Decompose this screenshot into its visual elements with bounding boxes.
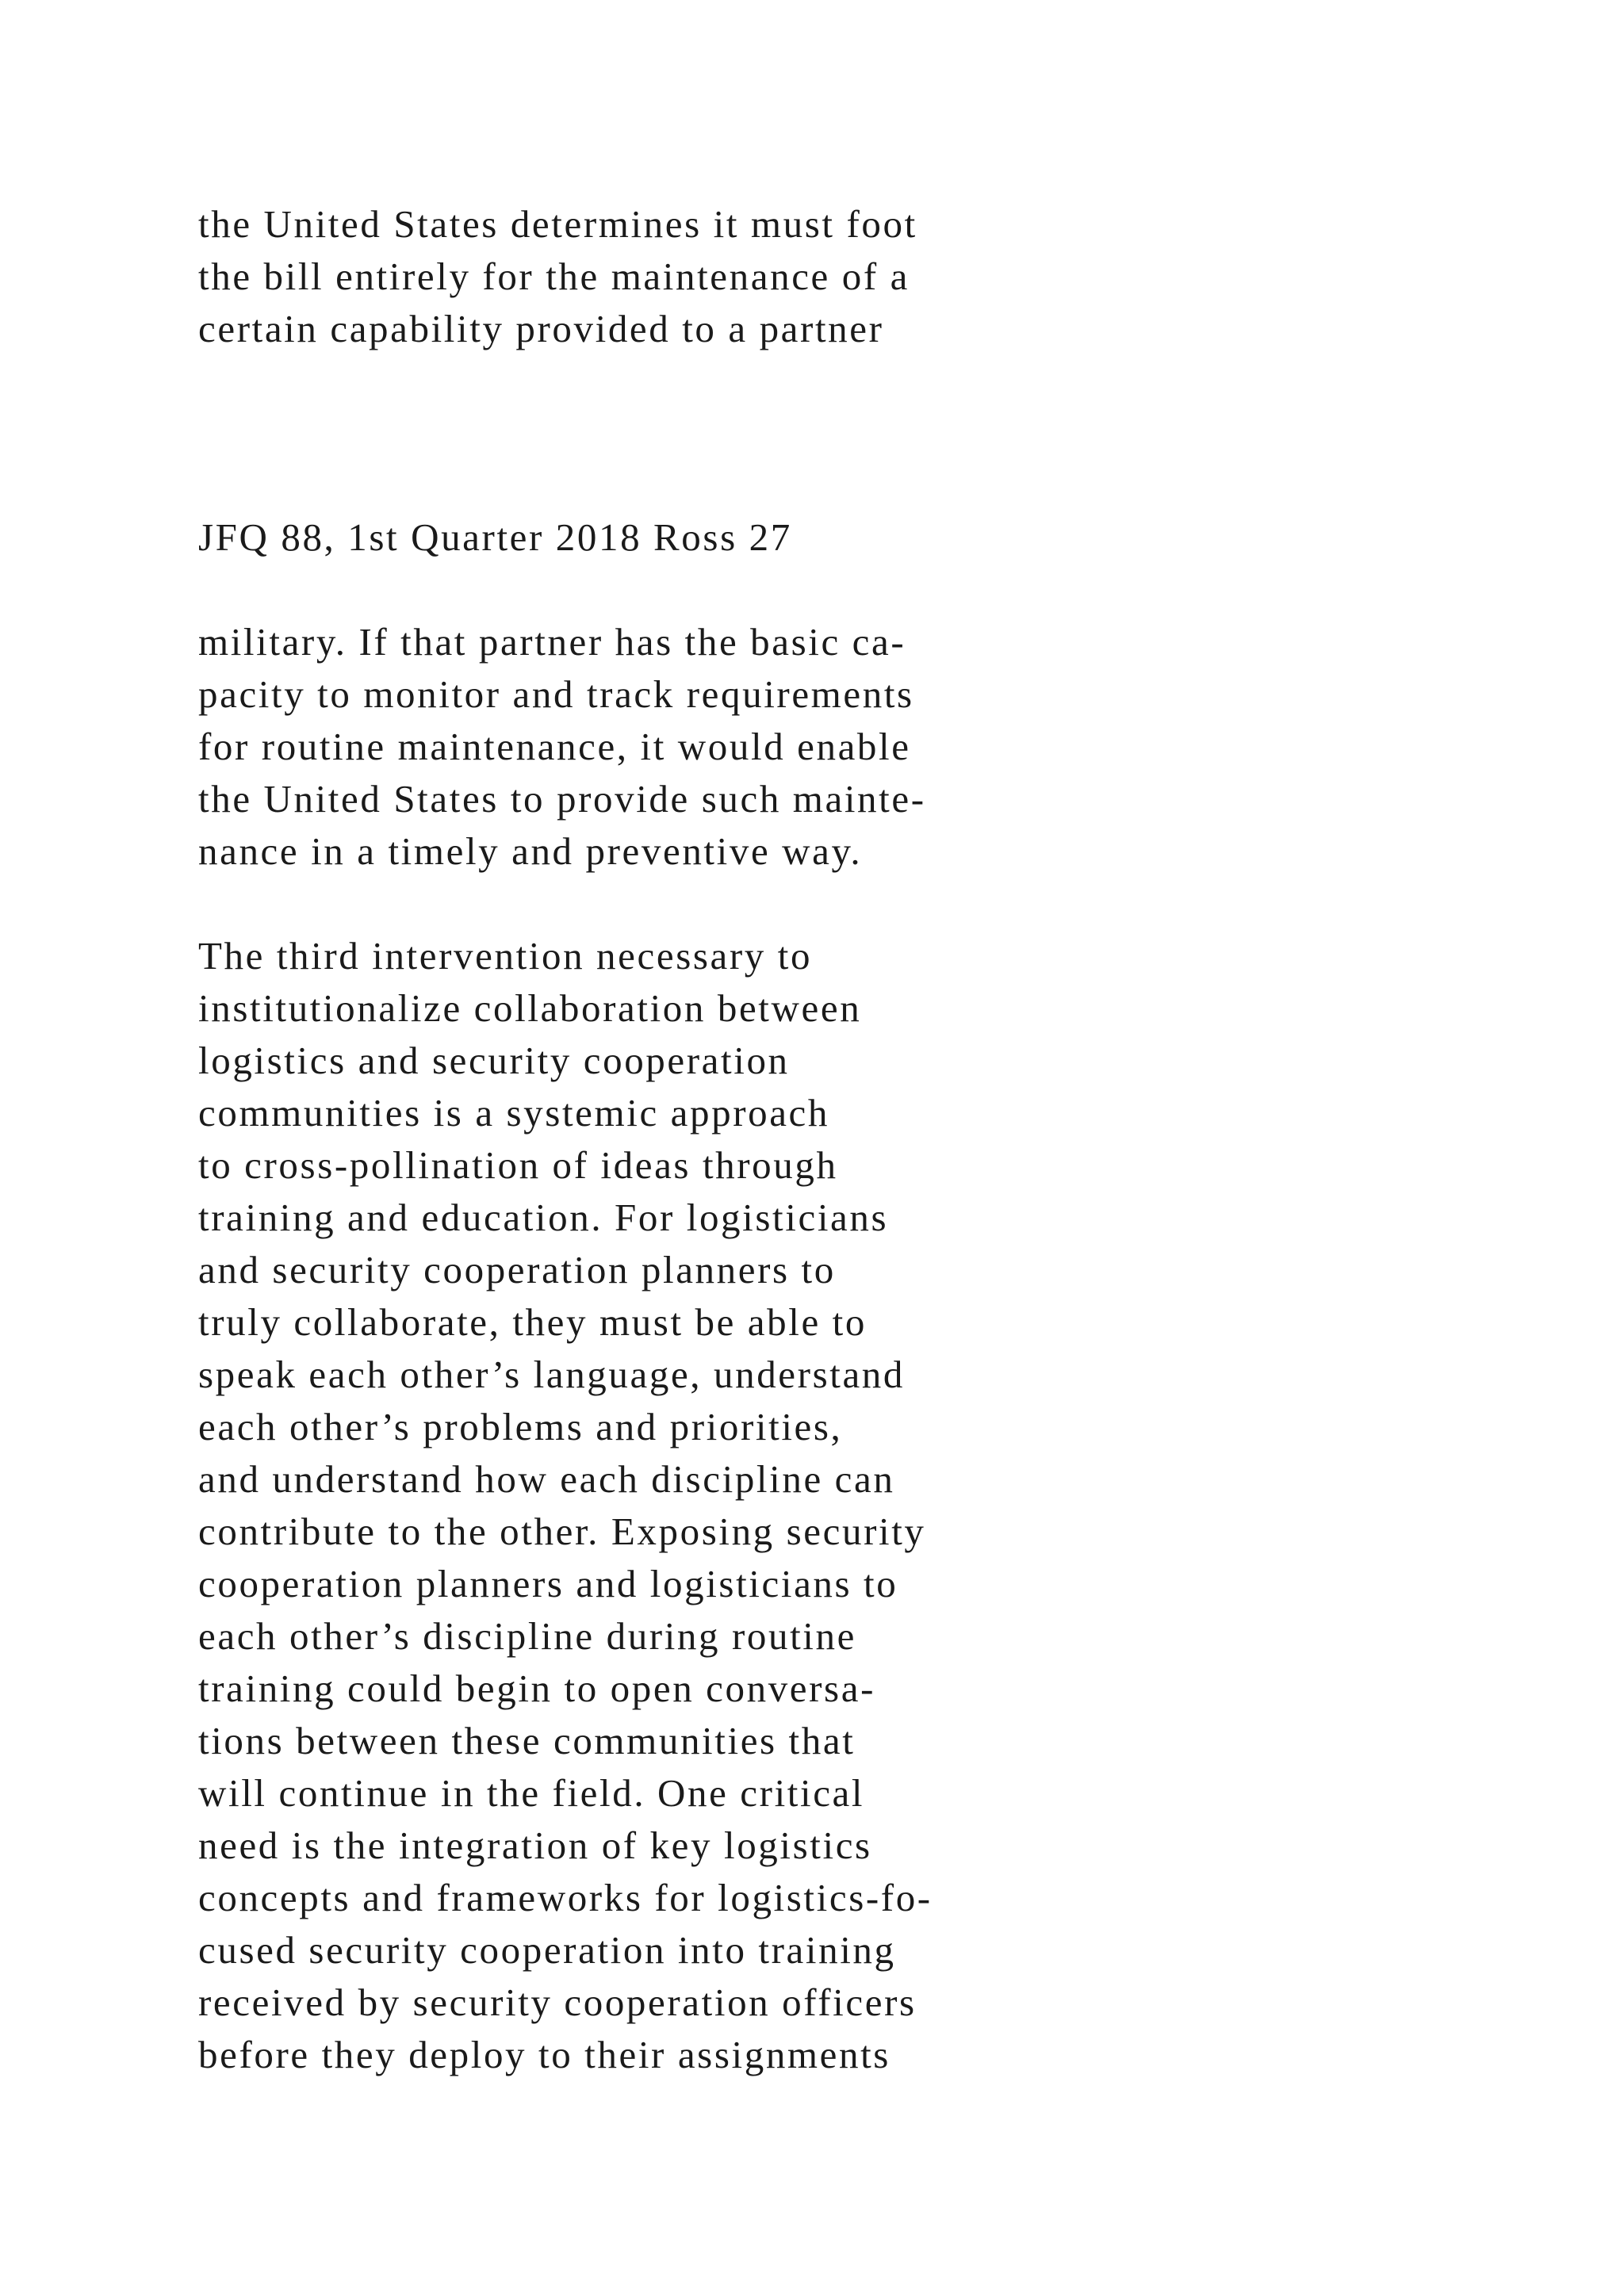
text-line: concepts and frameworks for logistics-fo-: [198, 1876, 933, 1919]
text-line: certain capability provided to a partner: [198, 307, 884, 350]
text-line: military. If that partner has the basic ca-: [198, 620, 906, 664]
text-line: for routine maintenance, it would enable: [198, 725, 911, 768]
text-line: each other’s discipline during routine: [198, 1614, 856, 1658]
document-page: [198, 0, 1467, 2296]
text-line: received by security cooperation officers: [198, 1980, 917, 2024]
text-line: pacity to monitor and track requirements: [198, 672, 914, 716]
text-line: nance in a timely and preventive way.: [198, 829, 863, 873]
text-line: cused security cooperation into training: [198, 1928, 896, 1972]
text-line: the United States determines it must foot: [198, 202, 917, 246]
text-line: The third intervention necessary to: [198, 934, 813, 978]
text-line: communities is a systemic approach: [198, 1091, 830, 1135]
text-line: speak each other’s language, understand: [198, 1353, 905, 1396]
text-line: to cross-pollination of ideas through: [198, 1143, 838, 1187]
text-line: truly collaborate, they must be able to: [198, 1300, 867, 1344]
running-header: JFQ 88, 1st Quarter 2018 Ross 27: [198, 515, 792, 559]
text-line: training and education. For logisticians: [198, 1196, 889, 1239]
text-line: training could begin to open conversa-: [198, 1667, 875, 1710]
text-line: the bill entirely for the maintenance of a: [198, 254, 910, 298]
text-line: before they deploy to their assignments: [198, 2033, 891, 2076]
text-line: and understand how each discipline can: [198, 1457, 895, 1501]
text-line: each other’s problems and priorities,: [198, 1405, 843, 1448]
text-line: contribute to the other. Exposing security: [198, 1510, 926, 1553]
text-line: and security cooperation planners to: [198, 1248, 836, 1292]
text-line: will continue in the field. One critical: [198, 1771, 865, 1815]
text-line: the United States to provide such mainte-: [198, 777, 926, 821]
text-line: tions between these communities that: [198, 1719, 856, 1762]
text-line: institutionalize collaboration between: [198, 986, 862, 1030]
text-line: cooperation planners and logisticians to: [198, 1562, 898, 1605]
text-line: logistics and security cooperation: [198, 1039, 790, 1082]
text-line: need is the integration of key logistics: [198, 1823, 872, 1867]
